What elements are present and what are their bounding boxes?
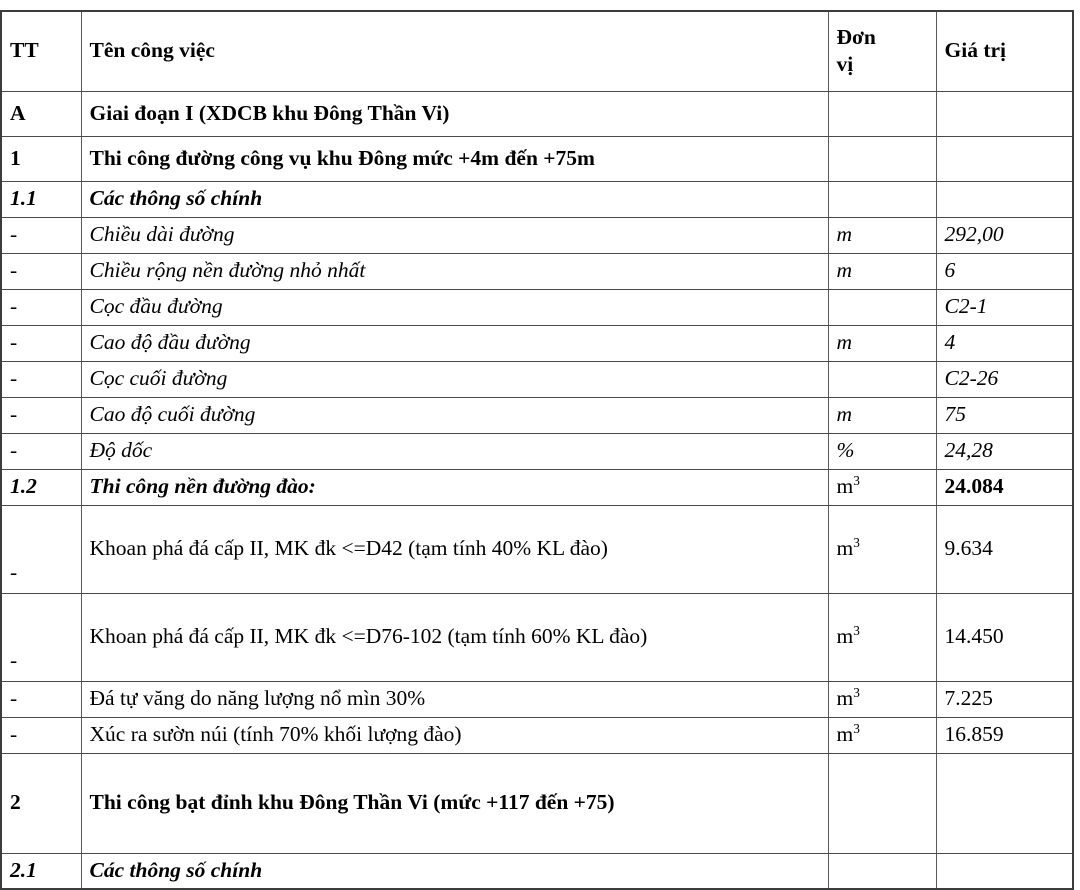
unit-text: $m^3$ [836,472,860,499]
cell-task-name: Thi công bạt đỉnh khu Đông Thần Vi (mức +117 đến +75) [81,753,828,853]
cell-value: C2-26 [936,361,1073,397]
unit-text: $m^3$ [836,684,860,711]
cell-task-name: Xúc ra sườn núi (tính 70% khối lượng đào) [81,717,828,753]
construction-cost-table [0,10,1074,890]
unit-text: $m^3$ [836,534,860,561]
cell-task-name: Cọc cuối đường [81,361,828,397]
unit-text: % [836,438,855,463]
cell-value: 14.450 [936,593,1073,681]
table-row [1,397,1073,433]
table-row [1,289,1073,325]
cell-task-name: Các thông số chính [81,853,828,889]
cell-value [936,753,1073,853]
cell-tt: - [1,717,81,753]
cell-unit [828,325,936,361]
header-unit-line2: vị [836,52,854,77]
cell-unit [828,397,936,433]
cell-tt: - [1,325,81,361]
table-row [1,593,1073,681]
cell-tt: - [1,593,81,681]
header-unit-line1: Đơn [836,24,876,49]
unit-text: $m^3$ [836,622,860,649]
unit-text: m [836,222,853,247]
unit-text: $m^3$ [836,720,860,747]
cell-tt: - [1,397,81,433]
cell-tt: - [1,289,81,325]
cell-unit [828,593,936,681]
cell-value: 9.634 [936,505,1073,593]
cell-unit [828,753,936,853]
cell-unit [828,289,936,325]
table-row [1,853,1073,889]
table-row [1,753,1073,853]
cell-value: 7.225 [936,681,1073,717]
table-row [1,505,1073,593]
cell-task-name: Cao độ đầu đường [81,325,828,361]
cell-unit [828,717,936,753]
cell-value: 4 [936,325,1073,361]
cell-task-name: Giai đoạn I (XDCB khu Đông Thần Vi) [81,91,828,136]
unit-text: m [836,330,853,355]
cell-unit [828,433,936,469]
table-row [1,433,1073,469]
cell-value: 24,28 [936,433,1073,469]
cell-value: 6 [936,253,1073,289]
cell-task-name: Thi công nền đường đào: [81,469,828,505]
cell-unit [828,181,936,217]
unit-text: m [836,258,853,283]
table-row [1,681,1073,717]
cell-unit [828,136,936,181]
cell-tt: - [1,433,81,469]
cell-tt: - [1,361,81,397]
cell-task-name: Khoan phá đá cấp II, MK đk <=D42 (tạm tính 40% KL đào) [81,505,828,593]
cell-value: 75 [936,397,1073,433]
cell-tt: - [1,505,81,593]
cell-unit [828,361,936,397]
cell-tt: - [1,217,81,253]
cell-task-name: Độ dốc [81,433,828,469]
cell-unit [828,469,936,505]
header-cell-name: Tên công việc [81,11,828,91]
cell-unit [828,505,936,593]
cell-task-name: Thi công đường công vụ khu Đông mức +4m đến +75m [81,136,828,181]
cell-task-name: Chiều rộng nền đường nhỏ nhất [81,253,828,289]
unit-text: m [836,402,853,427]
cell-value [936,181,1073,217]
cell-task-name: Khoan phá đá cấp II, MK đk <=D76-102 (tạm tính 60% KL đào) [81,593,828,681]
cell-tt: - [1,253,81,289]
table-row [1,136,1073,181]
cell-value [936,136,1073,181]
header-cell-value: Giá trị [936,11,1073,91]
cell-unit [828,91,936,136]
table-row [1,181,1073,217]
table-row [1,717,1073,753]
cell-tt: 2 [1,753,81,853]
cell-tt: A [1,91,81,136]
cell-task-name: Cọc đầu đường [81,289,828,325]
cell-value: 292,00 [936,217,1073,253]
cell-task-name: Đá tự văng do năng lượng nổ mìn 30% [81,681,828,717]
header-cell-unit [828,11,936,91]
cell-value: 16.859 [936,717,1073,753]
cell-unit [828,217,936,253]
cell-unit [828,681,936,717]
cell-task-name: Cao độ cuối đường [81,397,828,433]
table-row [1,469,1073,505]
cell-value [936,91,1073,136]
header-cell-tt: TT [1,11,81,91]
table-row [1,325,1073,361]
cell-task-name: Chiều dài đường [81,217,828,253]
table-row [1,361,1073,397]
cell-tt: - [1,681,81,717]
table-row [1,253,1073,289]
cell-tt: 2.1 [1,853,81,889]
cell-value: 24.084 [936,469,1073,505]
cell-tt: 1.2 [1,469,81,505]
cell-tt: 1 [1,136,81,181]
table-row [1,217,1073,253]
cell-task-name: Các thông số chính [81,181,828,217]
table-header-row [1,11,1073,91]
cell-value [936,853,1073,889]
cell-value: C2-1 [936,289,1073,325]
cell-unit [828,253,936,289]
cell-tt: 1.1 [1,181,81,217]
table-row [1,91,1073,136]
table-body [1,11,1073,889]
cell-unit [828,853,936,889]
